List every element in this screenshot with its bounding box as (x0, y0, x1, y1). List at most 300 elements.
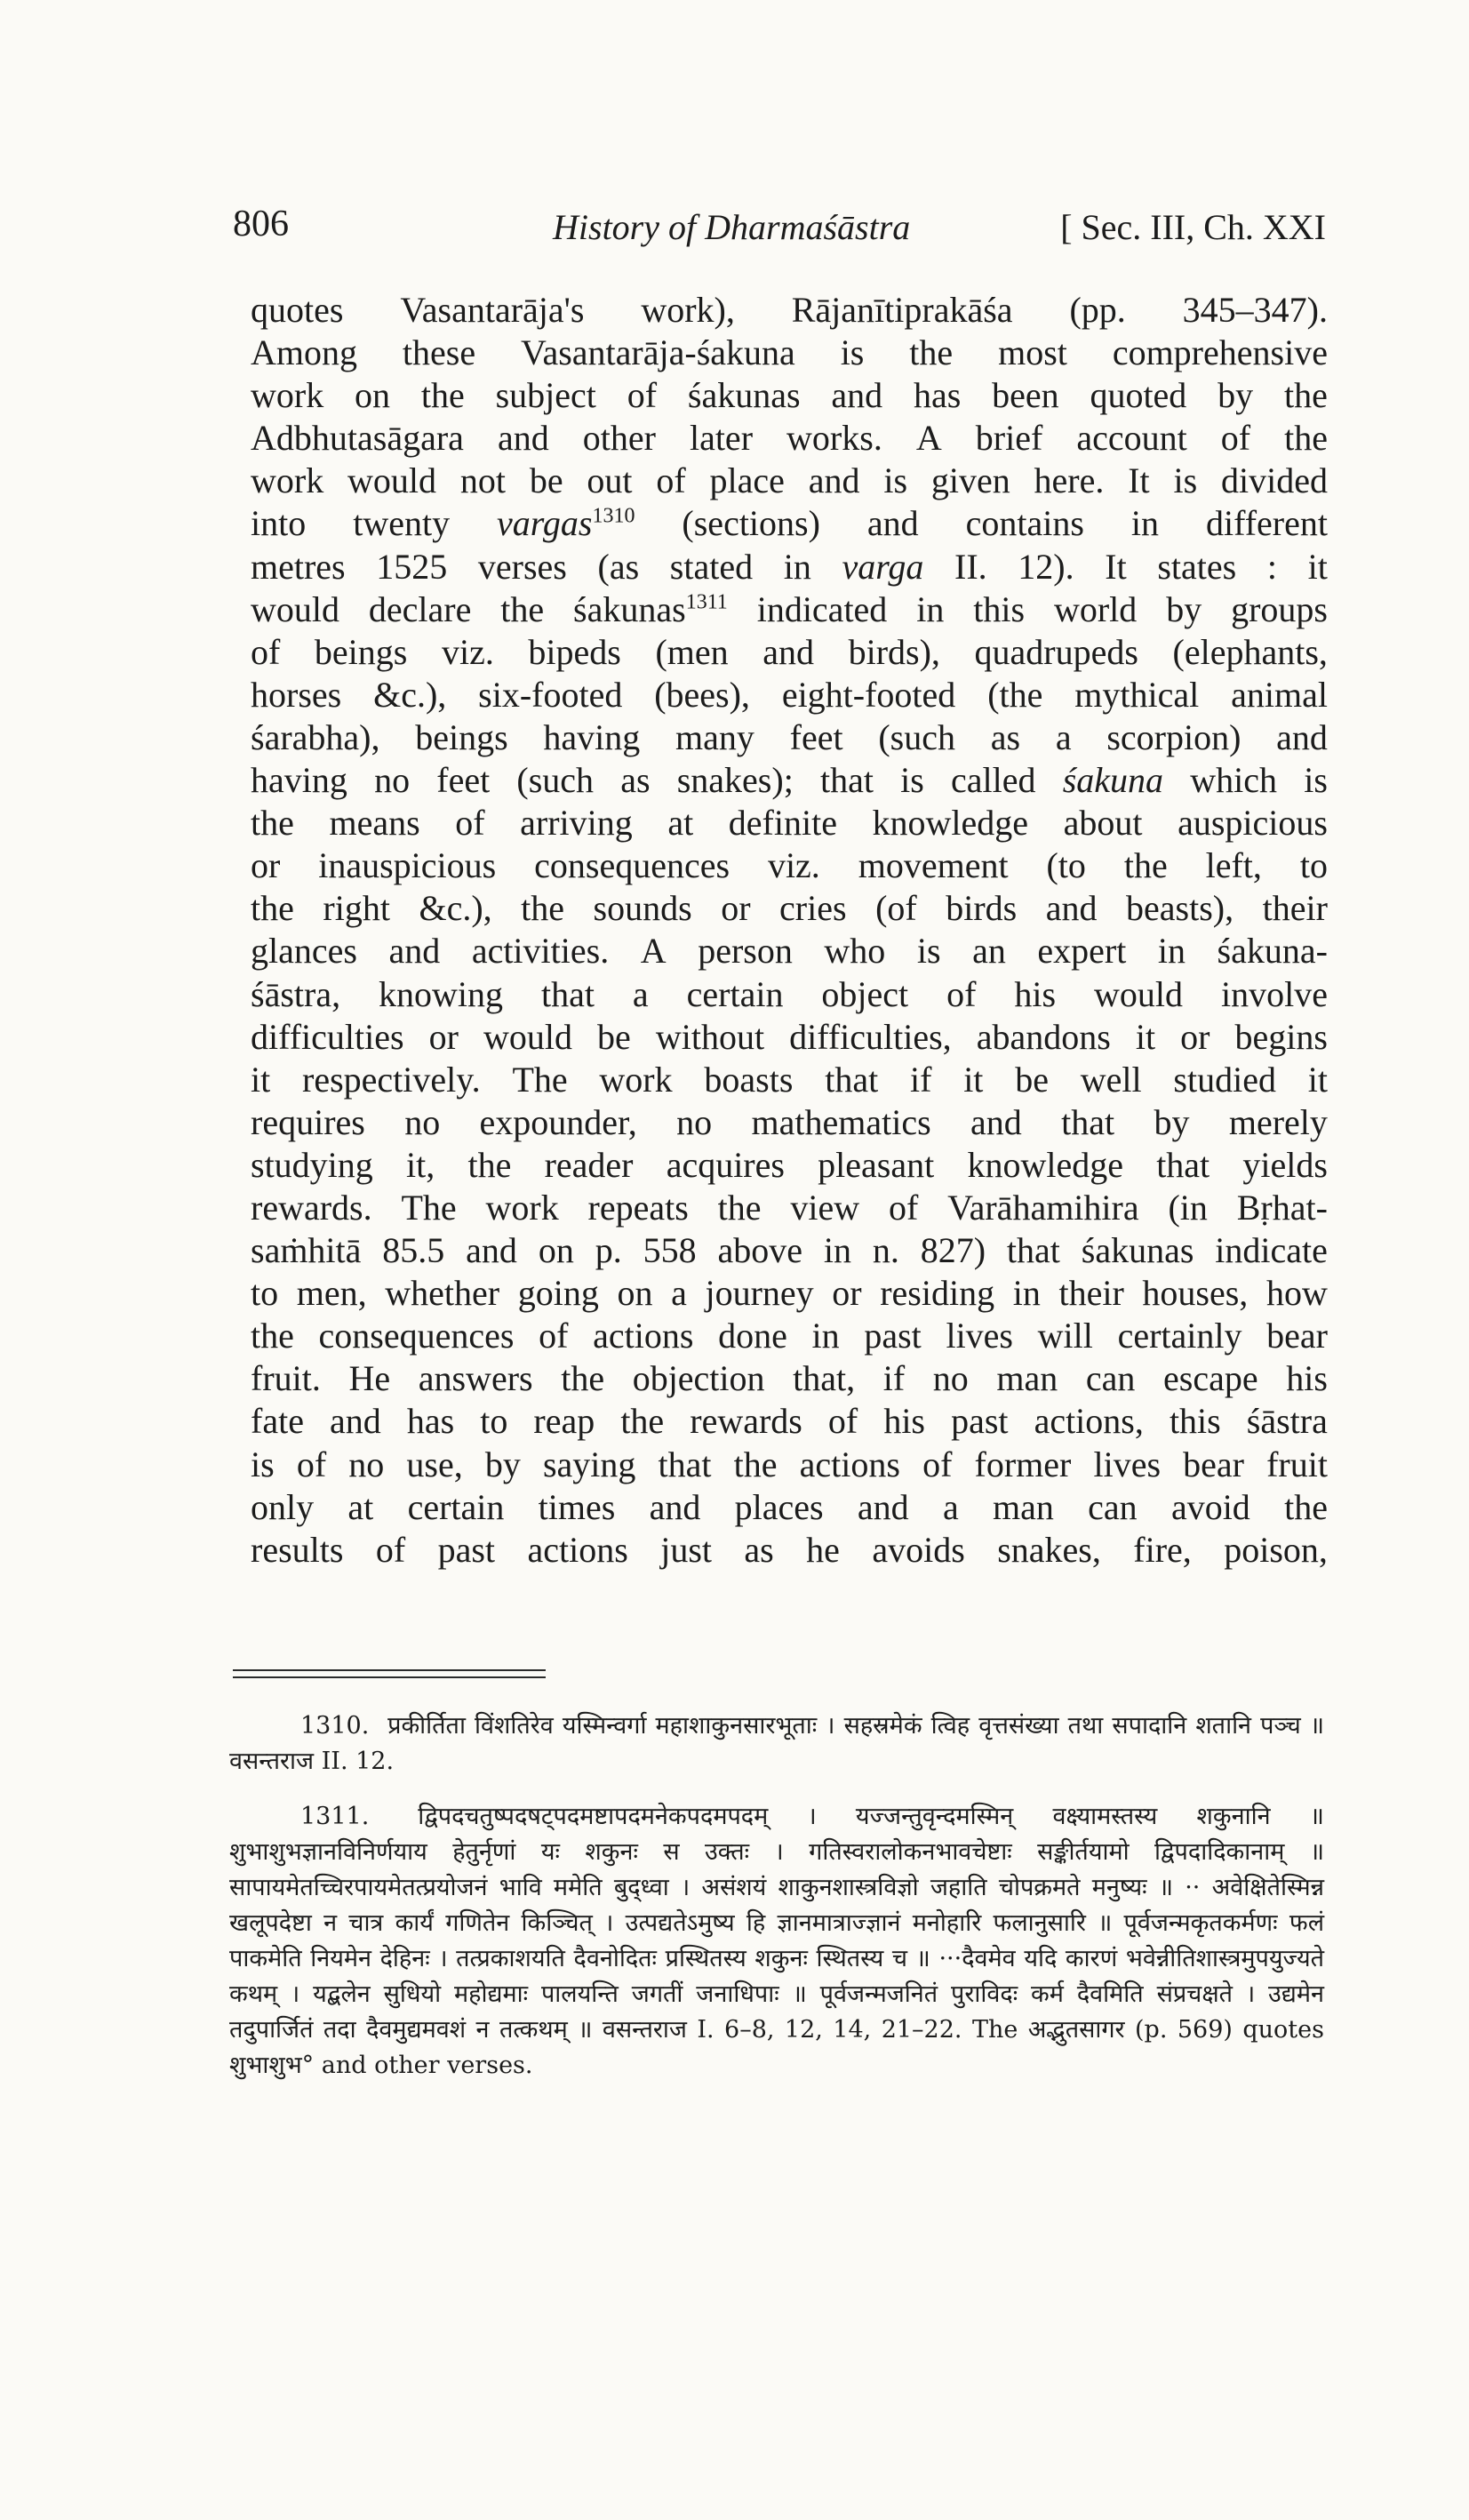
word: of (251, 631, 281, 672)
word: (in (1168, 1187, 1208, 1228)
word: it (251, 1059, 271, 1100)
text-line (251, 1272, 1328, 1315)
word: viz. (441, 631, 494, 672)
word: vargas$^{1310}$ (497, 503, 635, 544)
word: going (517, 1273, 599, 1314)
word: the (251, 1316, 294, 1356)
word: can (1085, 1358, 1136, 1399)
word: involve (1220, 973, 1328, 1014)
word: śakuna- (1217, 931, 1328, 972)
word: comprehensive (1112, 332, 1328, 373)
word: having (543, 716, 641, 757)
running-head (233, 203, 1326, 260)
word: indicated (756, 588, 888, 629)
word: in (823, 1230, 851, 1271)
word: is (916, 931, 941, 972)
word: definite (728, 803, 837, 844)
word: and (1045, 888, 1098, 929)
word: their (1262, 888, 1328, 929)
word: as (744, 1529, 774, 1570)
word: contains (965, 503, 1084, 544)
word: of (375, 1529, 406, 1570)
word: 12). (1018, 546, 1074, 587)
word: requires (251, 1101, 365, 1142)
word: answers (418, 1358, 533, 1399)
word: on (617, 1273, 653, 1314)
word: sounds (593, 888, 692, 929)
word: (such (516, 760, 595, 801)
word: or (251, 845, 281, 886)
word: The (401, 1187, 457, 1228)
word: that (540, 973, 595, 1014)
word: would (483, 1016, 572, 1057)
word: place (709, 460, 785, 501)
word: the (733, 1444, 778, 1484)
word: he (806, 1529, 840, 1570)
text-line (251, 1101, 1328, 1144)
word: by (484, 1444, 521, 1484)
word: lives (1093, 1444, 1162, 1484)
page-number: 806 (233, 204, 289, 244)
text-line (251, 1229, 1328, 1272)
word: (pp. (1069, 290, 1126, 330)
word: and (497, 418, 549, 459)
word: no (348, 1444, 385, 1484)
text-line (251, 1486, 1328, 1529)
word: to (480, 1401, 508, 1442)
word: &c.), (373, 674, 447, 715)
text-line (251, 289, 1328, 332)
word: houses, (1142, 1273, 1249, 1314)
word: person (698, 931, 793, 972)
word: fate (251, 1401, 304, 1442)
word: auspicious (1178, 803, 1328, 844)
text-line (251, 1016, 1328, 1059)
word: that (1156, 1144, 1210, 1185)
word: fruit (1266, 1444, 1328, 1484)
word: work), (641, 290, 735, 330)
word: (of (875, 888, 917, 929)
word: work (485, 1187, 559, 1228)
word: n. (872, 1230, 899, 1271)
word: past (864, 1316, 922, 1356)
word: quoted (1090, 375, 1187, 416)
word: on (355, 375, 391, 416)
text-line (251, 1315, 1328, 1357)
text-line (251, 802, 1328, 844)
text-line (251, 716, 1328, 759)
word: viz. (767, 845, 820, 886)
word: animal (1231, 674, 1328, 715)
word: man (996, 1358, 1058, 1399)
word: the (909, 332, 954, 373)
word: brief (975, 418, 1043, 459)
word: of (888, 1187, 919, 1228)
word: 85.5 (382, 1230, 445, 1271)
word: the (1284, 418, 1328, 459)
word: results (251, 1529, 344, 1570)
word: pleasant (818, 1144, 935, 1185)
word: men, (296, 1273, 367, 1314)
word: that (658, 1444, 712, 1484)
word: and (649, 1486, 701, 1527)
word: studying (251, 1144, 373, 1185)
word: knowing (379, 973, 504, 1014)
word: in (916, 588, 945, 629)
word: śarabha), (251, 716, 380, 757)
word: activities. (471, 931, 610, 972)
word: bear (1266, 1316, 1328, 1356)
text-line (251, 502, 1328, 545)
text-line (251, 374, 1328, 417)
word: out (587, 460, 633, 501)
word: which (1190, 760, 1278, 801)
footnote-number: 1310. (300, 1712, 370, 1740)
word: snakes); (676, 760, 794, 801)
word: Vasantarāja's (400, 290, 585, 330)
word: difficulties, (789, 1016, 952, 1057)
word: (elephants, (1172, 631, 1328, 672)
word: it (963, 1059, 984, 1100)
word: no (404, 1101, 441, 1142)
word: different (1206, 503, 1328, 544)
word: it (1135, 1016, 1156, 1057)
word: the (521, 888, 565, 929)
word: objection (632, 1358, 765, 1399)
word: former (974, 1444, 1072, 1484)
word: fruit. (251, 1358, 321, 1399)
word: is (840, 332, 865, 373)
text-line (251, 1144, 1328, 1187)
word: be (529, 460, 563, 501)
word: has (406, 1401, 455, 1442)
word: II. (954, 546, 987, 587)
text-line (251, 973, 1328, 1016)
word: if (909, 1059, 932, 1100)
word: Adbhutasāgara (251, 418, 464, 459)
word: the (420, 375, 465, 416)
footnote-1311 (229, 1799, 1324, 2084)
word: (men (655, 631, 729, 672)
word: knowledge (872, 803, 1029, 844)
word: a (1055, 716, 1072, 757)
text-line (251, 460, 1328, 502)
word: and (808, 460, 860, 501)
word: a (671, 1273, 687, 1314)
text-line (251, 1059, 1328, 1101)
word: difficulties (251, 1016, 404, 1057)
word: lives (946, 1316, 1013, 1356)
word: as (990, 716, 1021, 757)
word: on (538, 1230, 574, 1271)
word: birds), (848, 631, 940, 672)
word: the (1123, 845, 1168, 886)
word: 1525 (376, 546, 448, 587)
word: The (512, 1059, 568, 1100)
word: 827) (920, 1230, 986, 1271)
footnote-separator (233, 1669, 546, 1684)
word: (bees), (654, 674, 750, 715)
word: snakes, (997, 1529, 1101, 1570)
word: above (717, 1230, 802, 1271)
word: no (676, 1101, 713, 1142)
word: be (597, 1016, 631, 1057)
word: these (402, 332, 476, 373)
word: certain (686, 973, 784, 1014)
word: to (1299, 845, 1328, 886)
word: the (500, 588, 545, 629)
word: twenty (353, 503, 451, 544)
word: is (1173, 460, 1198, 501)
word: by (1154, 1101, 1190, 1142)
word: inauspicious (318, 845, 497, 886)
footnotes (229, 1708, 1324, 2103)
word: an (972, 931, 1006, 972)
word: (the (987, 674, 1043, 715)
word: in (811, 1316, 840, 1356)
word: or (1180, 1016, 1210, 1057)
word: well (1080, 1059, 1142, 1100)
word: stated (669, 546, 754, 587)
word: the (467, 1144, 512, 1185)
word: called (951, 760, 1036, 801)
word: most (998, 332, 1067, 373)
word: the (1283, 375, 1328, 416)
word: merely (1228, 1101, 1328, 1142)
word: : (1266, 546, 1277, 587)
text-line (251, 417, 1328, 460)
word: and (970, 1101, 1022, 1142)
word: arriving (520, 803, 633, 844)
word: just (660, 1529, 712, 1570)
word: world (1053, 588, 1138, 629)
word: works. (786, 418, 882, 459)
word: past (437, 1529, 496, 1570)
word: saṁhitā (251, 1230, 362, 1271)
word: verses (477, 546, 567, 587)
text-line (251, 759, 1328, 802)
word: birds (946, 888, 1018, 929)
word: it, (406, 1144, 435, 1185)
word: view (790, 1187, 860, 1228)
word: escape (1163, 1358, 1258, 1399)
word: saying (542, 1444, 636, 1484)
word: (sections) (682, 503, 820, 544)
word: no (932, 1358, 969, 1399)
word: work (251, 460, 324, 501)
word: that (825, 1059, 879, 1100)
word: beasts), (1126, 888, 1234, 929)
word: and (466, 1230, 517, 1271)
text-line (251, 1187, 1328, 1229)
word: in (1157, 931, 1186, 972)
word: certainly (1117, 1316, 1242, 1356)
word: into (251, 503, 307, 544)
word: his (1286, 1358, 1328, 1399)
word: it (1307, 546, 1328, 587)
word: śāstra, (251, 973, 341, 1014)
word: groups (1231, 588, 1328, 629)
word: his (1014, 973, 1057, 1014)
word: many (675, 716, 754, 757)
word: actions (799, 1444, 900, 1484)
footnote-1310 (229, 1708, 1324, 1780)
word: that, (793, 1358, 856, 1399)
word: or (832, 1273, 862, 1314)
word: (to (1046, 845, 1086, 886)
word: of (656, 460, 686, 501)
word: expert (1037, 931, 1127, 972)
word: is (900, 760, 924, 801)
word: is (883, 460, 908, 501)
word: it (1307, 1059, 1328, 1100)
word: would (251, 588, 339, 629)
word: beings (314, 631, 408, 672)
word: horses (251, 674, 342, 715)
word: metres (251, 546, 346, 587)
word: actions, (1034, 1401, 1144, 1442)
word: śakunas (687, 375, 801, 416)
word: knowledge (967, 1144, 1123, 1185)
word: use, (406, 1444, 463, 1484)
word: done (718, 1316, 787, 1356)
word: feet (436, 760, 491, 801)
word: He (348, 1358, 391, 1399)
word: in (1130, 503, 1160, 544)
word: his (883, 1401, 925, 1442)
word: no (374, 760, 411, 801)
word: object (821, 973, 909, 1014)
word: eight-footed (781, 674, 956, 715)
word: movement (858, 845, 1009, 886)
word: and (330, 1401, 381, 1442)
word: six-footed (478, 674, 623, 715)
text-line (251, 631, 1328, 674)
word: (as (597, 546, 640, 587)
word: divided (1220, 460, 1328, 501)
word: of (946, 973, 977, 1014)
word: of (1220, 418, 1251, 459)
word: A (915, 418, 942, 459)
word: given (930, 460, 1010, 501)
text-line (251, 546, 1328, 588)
word: times (538, 1486, 616, 1527)
section-reference: [ Sec. III, Ch. XXI (1060, 207, 1326, 247)
word: how (1265, 1273, 1328, 1314)
word: by (1166, 588, 1202, 629)
word: respectively. (302, 1059, 481, 1100)
word: &c.), (419, 888, 492, 929)
word: avoid (1170, 1486, 1250, 1527)
word: not (459, 460, 506, 501)
word: and (866, 503, 919, 544)
word: of (827, 1401, 858, 1442)
footnote-text: द्विपदचतुष्पदषट्पदमष्टापदमनेकपदमपदम् । यज्जन्तुवृन्दमस्मिन् वक्ष्यामस्तस्य शकुनानि ॥ शुभाशुभज्ञानविनिर्णयाय हेतुर्नृणां यः शकुनः स उक्तः । गतिस्वरालोकनभावचेष्टाः सङ्कीर्तयामो द्विपदादिकानाम् ॥ सापायमेतच्चिरपायमेतत्प्रयोजनं भावि ममेति बुद्ध्वा । असंशयं शाकुनशास्त्रविज्ञो जहाति चोपक्रमते मनुष्यः ॥ ·· अवेक्षितेस्मिन्न खलूपदेष्टा न चात्र कार्यं गणितेन किञ्चित् । उत्पद्यतेऽमुष्य हि ज्ञानमात्राज्ज्ञानं मनोहारि फलानुसारि ॥ पूर्वजन्मकृतकर्मणः फलं पाकमेति नियमेन देहिनः । तत्प्रकाशयति दैवनोदितः प्रस्थितस्य शकुनः स्थितस्य च ॥ ···दैवमेव यदि कारणं भवेन्नीतिशास्त्रमुपयुज्यते कथम् । यद्बलेन सुधियो महोद्यमाः पालयन्ति जगतीं जनाधिपाः ॥ पूर्वजन्मजनितं पुराविदः कर्म दैवमिति संप्रचक्षते । उद्यमेन तदुपार्जितं तदा दैवमुद्यमवशं न तत्कथम् ॥ वसन्तराज I. 6–8, 12, 14, 21–22. The अद्भुतसागर (p. 569) quotes शुभाशुभ° and other verses. (229, 1803, 1324, 2079)
word: would (1094, 973, 1184, 1014)
word: acquires (666, 1144, 785, 1185)
word: varga (842, 546, 924, 587)
word: to (251, 1273, 279, 1314)
word: this (1169, 1401, 1221, 1442)
word: 345–347). (1182, 290, 1328, 330)
word: left, (1205, 845, 1262, 886)
word: at (667, 803, 694, 844)
word: p. (595, 1230, 622, 1271)
word: or (721, 888, 751, 929)
word: abandons (976, 1016, 1111, 1057)
word: the (561, 1358, 605, 1399)
text-line (251, 674, 1328, 716)
word: actions (593, 1316, 694, 1356)
word: a (632, 973, 649, 1014)
word: their (1058, 1273, 1124, 1314)
word: as (620, 760, 651, 801)
word: rewards (690, 1401, 802, 1442)
word: will (1037, 1316, 1093, 1356)
word: śakunas$^{1311}$ (573, 588, 728, 629)
word: by (1218, 375, 1254, 416)
text-line (251, 588, 1328, 631)
text-line (251, 887, 1328, 930)
word: having (251, 760, 347, 801)
word: Among (251, 332, 357, 373)
word: subject (495, 375, 596, 416)
text-line (251, 332, 1328, 374)
word: declare (368, 588, 472, 629)
word: the (251, 888, 294, 929)
word: Rājanītiprakāśa (791, 290, 1013, 330)
word: fire, (1133, 1529, 1192, 1570)
word: in (783, 546, 811, 587)
word: Vasantarāja-śakuna (521, 332, 795, 373)
word: poison, (1224, 1529, 1328, 1570)
word: quotes (251, 290, 344, 330)
word: man (992, 1486, 1054, 1527)
text-line (251, 930, 1328, 972)
text-line (251, 1444, 1328, 1486)
word: śakunas (1081, 1230, 1194, 1271)
word: without (655, 1016, 765, 1057)
word: repeats (587, 1187, 689, 1228)
word: of (627, 375, 658, 416)
word: consequences (318, 1316, 515, 1356)
word: is (1304, 760, 1328, 801)
word: other (582, 418, 656, 459)
text-line (251, 1529, 1328, 1572)
word: states (1157, 546, 1237, 587)
word: here. (1034, 460, 1105, 501)
word: It (1128, 460, 1150, 501)
word: that (820, 760, 874, 801)
word: about (1063, 803, 1143, 844)
word: and (831, 375, 883, 416)
word: boasts (704, 1059, 794, 1100)
word: is (251, 1444, 275, 1484)
running-title: History of Dharmaśāstra (553, 207, 911, 247)
word: the (620, 1401, 665, 1442)
word: Varāhamihira (947, 1187, 1139, 1228)
word: a (942, 1486, 959, 1527)
word: and (857, 1486, 909, 1527)
word: the (717, 1187, 762, 1228)
word: would (347, 460, 437, 501)
word: consequences (534, 845, 731, 886)
word: been (992, 375, 1059, 416)
word: this (973, 588, 1026, 629)
footnote-number: 1311. (300, 1803, 370, 1830)
word: has (913, 375, 962, 416)
word: It (1105, 546, 1127, 587)
